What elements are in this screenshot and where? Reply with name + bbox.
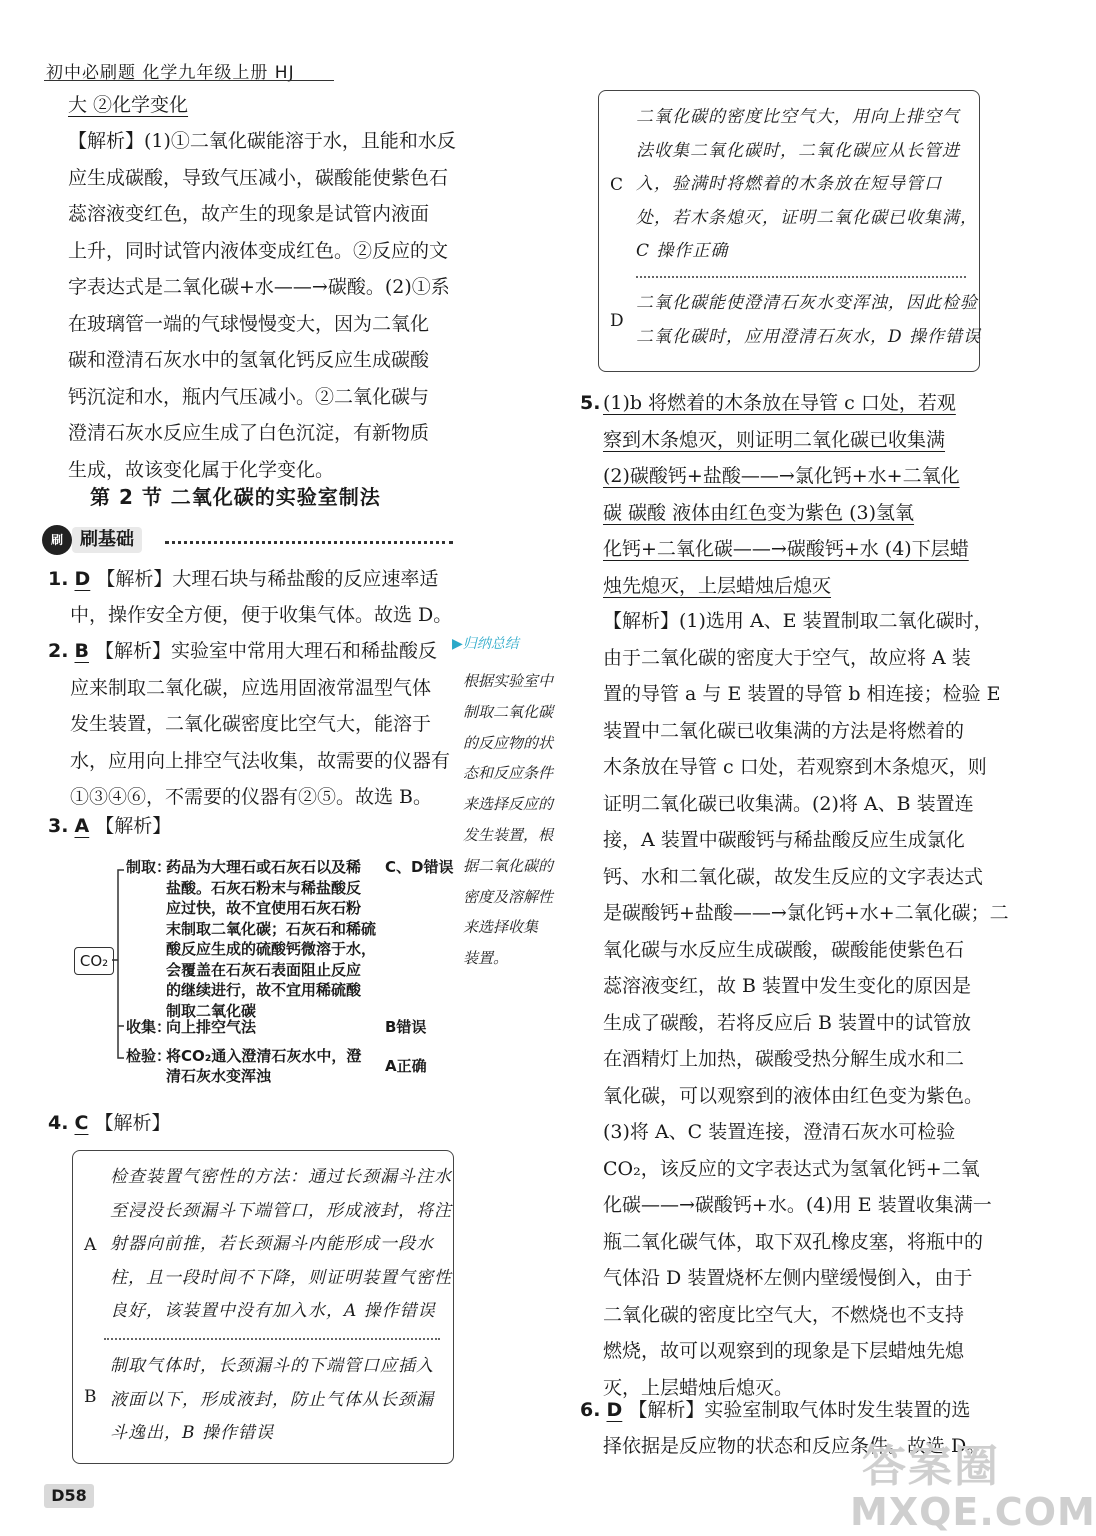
question-number: 3. — [48, 815, 69, 837]
summary-tag: ▶归纳总结 — [452, 636, 519, 652]
q5-analysis-line: 证明二氧化碳已收集满。(2)将 A、B 装置连 — [603, 792, 974, 815]
prep-label: 制取： — [126, 858, 172, 876]
option-b-line: 液面以下，形成液封，防止气体从长颈漏 — [110, 1389, 434, 1410]
q2-line: 【解析】实验室中常用大理石和稀盐酸反 — [95, 640, 438, 662]
q5-analysis-line: 接，A 装置中碳酸钙与稀盐酸反应生成氯化 — [603, 829, 965, 851]
book-title: 初中必刷题 化学九年级上册 HJ — [46, 63, 295, 83]
side-note-line: 发生装置，根 — [463, 826, 554, 844]
analysis-line: 字表达式是二氧化碳+水——→碳酸。(2)①系 — [68, 276, 450, 298]
q5-analysis-line: CO₂，该反应的文字表达式为氢氧化钙+二氧 — [603, 1157, 980, 1180]
prep-verdict: C、D错误 — [385, 858, 454, 876]
collect-label: 收集： — [126, 1018, 172, 1036]
watermark — [850, 1430, 1096, 1536]
q5-analysis-line: 置的导管 a 与 E 装置的导管 b 相连接；检验 E — [603, 683, 1001, 705]
top-answer-line: 大 ②化学变化 — [68, 94, 189, 116]
option-d-line: 二氧化碳时，应用澄清石灰水，D 操作错误 — [636, 326, 982, 347]
prep-line: 酸反应生成的硫酸钙微溶于水， — [166, 940, 377, 958]
question-number: 4. — [48, 1112, 69, 1134]
analysis-line: 在玻璃管一端的气球慢慢变大，因为二氧化 — [68, 312, 430, 335]
option-a-line: 射器向前推，若长颈漏斗内能形成一段水 — [110, 1234, 434, 1254]
option-c-line: 入，验满时将燃着的木条放在短导管口 — [636, 174, 942, 194]
prep-line: 会覆盖在石灰石表面阻止反应 — [166, 960, 362, 979]
side-note-line: 的反应物的状 — [463, 733, 554, 752]
analysis-line: 生成，故该变化属于化学变化。 — [68, 458, 335, 481]
analysis-line: 蕊溶液变红色，故产生的现象是试管内液面 — [68, 203, 430, 225]
analysis-line: 上升，同时试管内液体变成红色。②反应的文 — [68, 239, 449, 262]
section-title: 第 2 节 二氧化碳的实验室制法 — [90, 485, 381, 509]
q5-analysis-line: 氧化碳，可以观察到的液体由红色变为紫色。 — [603, 1084, 984, 1107]
q5-analysis-line: 在酒精灯上加热，碳酸受热分解生成水和二 — [603, 1048, 965, 1070]
page-number: D58 — [44, 1484, 94, 1508]
q5-answer-line: 化钙+二氧化碳——→碳酸钙+水 (4)下层蜡 — [603, 538, 969, 560]
answer-choice: B — [74, 640, 89, 662]
q5-analysis-line: 由于二氧化碳的密度大于空气，故应将 A 装 — [603, 646, 971, 669]
collect-verdict: B错误 — [385, 1018, 427, 1036]
option-c-line: 二氧化碳的密度比空气大，用向上排空气 — [636, 107, 960, 127]
q5-analysis-line: 生成了碳酸，若将反应后 B 装置中的试管放 — [603, 1011, 972, 1034]
q1-line: 【解析】大理石块与稀盐酸的反应速率适 — [96, 568, 439, 590]
side-note-line: 据二氧化碳的 — [463, 856, 554, 875]
option-c-line: C 操作正确 — [636, 241, 729, 261]
option-c-line: 法收集二氧化碳时，二氧化碳应从长管进 — [636, 140, 960, 161]
analysis-line: 碳和澄清石灰水中的氢氧化钙反应生成碳酸 — [68, 349, 430, 371]
option-letter: C — [610, 175, 624, 195]
q2-line: 发生装置，二氧化碳密度比空气大，能溶于 — [70, 713, 432, 735]
option-b-line: 斗逸出，B 操作错误 — [110, 1423, 274, 1443]
q2-line: ①③④⑥，不需要的仪器有②⑤。故选 B。 — [70, 786, 433, 808]
question-6 — [580, 1392, 970, 1429]
badge-label: 刷基础 — [72, 527, 142, 553]
option-letter: D — [610, 311, 624, 331]
question-4 — [48, 1105, 171, 1142]
watermark-text: 答案圈 — [862, 1441, 1000, 1492]
side-note-line: 态和反应条件 — [463, 764, 554, 783]
side-note-line: 根据实验室中 — [463, 672, 554, 690]
prep-line: 盐酸。石灰石粉末与稀盐酸反 — [166, 878, 362, 897]
side-note-line: 装置。 — [463, 949, 509, 968]
answer-choice: D — [74, 568, 91, 590]
dotted-divider — [104, 1338, 440, 1340]
q2-line: 应来制取二氧化碳，应选用固液常温型气体 — [70, 676, 432, 699]
option-c-line: 处，若木条熄灭，证明二氧化碳已收集满， — [636, 207, 978, 228]
q6-line: 择依据是反应物的状态和反应条件。故选 D。 — [603, 1435, 986, 1457]
option-letter: A — [84, 1235, 97, 1255]
side-note-line: 制取二氧化碳 — [463, 702, 554, 721]
q5-analysis-line: 气体沿 D 装置烧杯左侧内壁缓慢倒入，由于 — [603, 1267, 973, 1289]
test-line: 将CO₂通入澄清石灰水中，澄 — [166, 1047, 362, 1065]
option-letter: B — [84, 1387, 97, 1407]
q5-answer-line: 察到木条熄灭，则证明二氧化碳已收集满 — [603, 428, 946, 451]
answer-choice: D — [606, 1399, 623, 1421]
answer-choice: A — [74, 815, 90, 837]
analysis-line: 钙沉淀和水，瓶内气压减小。②二氧化碳与 — [68, 385, 430, 408]
prep-line: 药品为大理石或石灰石以及稀 — [166, 858, 362, 876]
dotted-divider — [636, 276, 966, 278]
side-note-line: 来选择收集 — [463, 918, 539, 937]
prep-line: 的继续进行，故不宜用稀硫酸 — [166, 981, 362, 999]
q5-answer-line: (2)碳酸钙+盐酸——→氯化钙+水+二氧化 — [603, 465, 960, 487]
analysis-label: 【解析】 — [95, 815, 172, 837]
collect-text: 向上排空气法 — [166, 1018, 257, 1036]
q5-analysis-line: 二氧化碳的密度比空气大，不燃烧也不支持 — [603, 1303, 965, 1326]
side-note-line: 密度及溶解性 — [463, 887, 554, 906]
test-line: 清石灰水变浑浊 — [166, 1067, 272, 1085]
q5-analysis-line: 是碳酸钙+盐酸——→氯化钙+水+二氧化碳；二 — [603, 902, 1009, 924]
answer-choice: C — [74, 1112, 89, 1134]
option-a-line: 至浸没长颈漏斗下端管口，形成液封，将注 — [110, 1200, 452, 1221]
analysis-line: 应生成碳酸，导致气压减小，碳酸能使紫色石 — [68, 166, 449, 189]
q5-analysis-line: 【解析】(1)选用 A、E 装置制取二氧化碳时， — [603, 610, 993, 632]
option-d-line: 二氧化碳能使澄清石灰水变浑浊，因此检验 — [636, 293, 978, 313]
prep-line: 末制取二氧化碳；石灰石和稀硫 — [166, 919, 377, 938]
q5-analysis-line: 蕊溶液变红，故 B 装置中发生变化的原因是 — [603, 975, 972, 997]
q5-analysis-line: 氧化碳与水反应生成碳酸，碳酸能使紫色石 — [603, 938, 965, 961]
brush-icon: 刷 — [42, 525, 72, 555]
side-note-line: 来选择反应的 — [463, 795, 554, 814]
q1-line: 中，操作安全方便，便于收集气体。故选 D。 — [70, 604, 453, 626]
question-number: 1. — [48, 568, 69, 590]
prep-line: 应过快，故不宜使用石灰石粉 — [166, 899, 362, 917]
analysis-label: 【解析】 — [94, 1112, 171, 1134]
analysis-line: 【解析】(1)①二氧化碳能溶于水，且能和水反 — [68, 130, 456, 152]
q5-analysis-line: 木条放在导管 c 口处，若观察到木条熄灭，则 — [603, 756, 987, 778]
q5-analysis-line: 灭，上层蜡烛后熄灭。 — [603, 1376, 794, 1399]
q5-analysis-line: 燃烧，故可以观察到的现象是下层蜡烛先熄 — [603, 1340, 965, 1362]
option-a-line: 良好，该装置中没有加入水，A 操作错误 — [110, 1301, 436, 1321]
q5-answer-line: 烛先熄灭，上层蜡烛后熄灭 — [603, 574, 832, 597]
question-number: 6. — [580, 1399, 601, 1421]
q5-analysis-line: 瓶二氧化碳气体，取下双孔橡皮塞，将瓶中的 — [603, 1230, 984, 1253]
q5-analysis-line: 装置中二氧化碳已收集满的方法是将燃着的 — [603, 719, 965, 742]
q2-line: 水，应用向上排空气法收集，故需要的仪器有 — [70, 749, 451, 772]
q5-answer-line: 碳 碳酸 液体由红色变为紫色 (3)氢氧 — [603, 501, 915, 524]
test-label: 检验： — [126, 1047, 172, 1065]
analysis-line: 澄清石灰水反应生成了白色沉淀，有新物质 — [68, 422, 430, 444]
question-number: 5. — [580, 392, 601, 414]
co2-node: CO₂ — [74, 947, 114, 975]
question-number: 2. — [48, 640, 69, 662]
option-b-line: 制取气体时，长颈漏斗的下端管口应插入 — [110, 1356, 434, 1376]
option-a-line: 检查装置气密性的方法：通过长颈漏斗注水 — [110, 1167, 452, 1187]
q5-answer-line: (1)b 将燃着的木条放在导管 c 口处，若观 — [603, 392, 956, 414]
q5-analysis-line: (3)将 A、C 装置连接，澄清石灰水可检验 — [603, 1121, 956, 1143]
option-a-line: 柱，且一段时间不下降，则证明装置气密性 — [110, 1267, 452, 1288]
watermark-url: MXQE.COM — [850, 1490, 1096, 1534]
prep-line: 制取二氧化碳 — [166, 1001, 257, 1020]
q5-analysis-line: 钙、水和二氧化碳，故发生反应的文字表达式 — [603, 865, 984, 888]
q6-line: 【解析】实验室制取气体时发生装置的选 — [628, 1399, 971, 1421]
q5-analysis-line: 化碳——→碳酸钙+水。(4)用 E 装置收集满一 — [603, 1194, 992, 1216]
test-verdict: A正确 — [385, 1057, 427, 1075]
